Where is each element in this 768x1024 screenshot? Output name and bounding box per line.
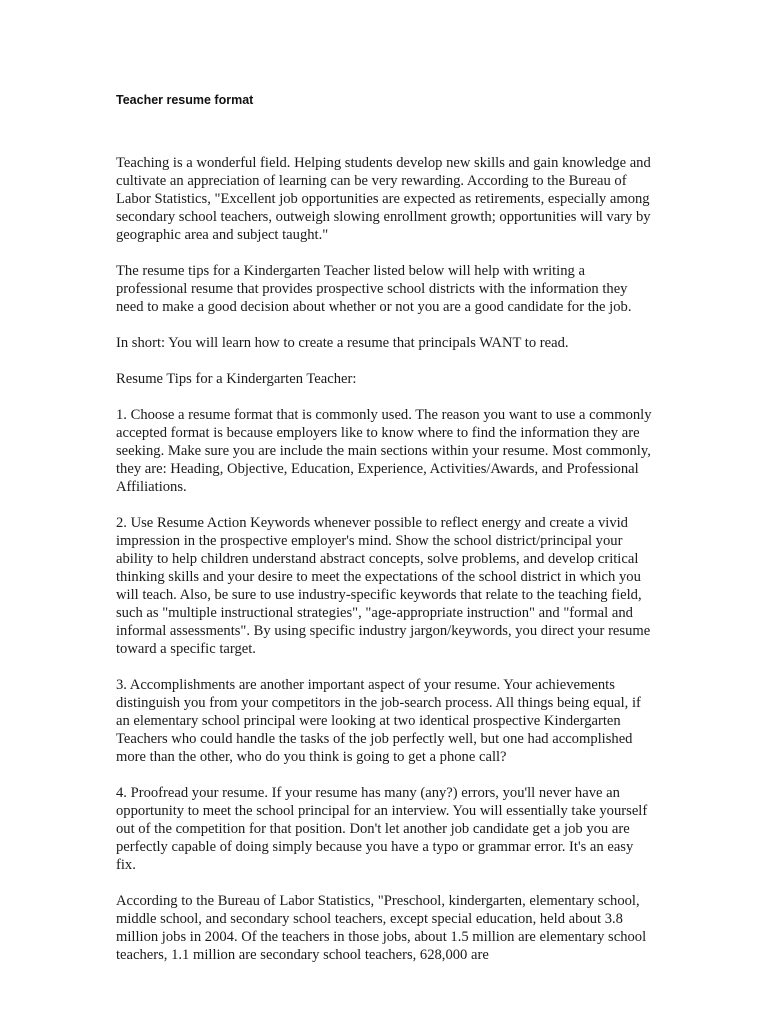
paragraph-tip-1: 1. Choose a resume format that is commonly used. The reason you want to use a commonly accepted format is because employers like to know where to find the information they are seeking. Make sure you are include the main sections within your resume. Most commonly, they are: Heading, Objective, Education, Experience, Activities/Awards, and Professional Affiliations. [116, 407, 652, 495]
document-body [116, 154, 656, 982]
paragraph-resume-tips-intro: The resume tips for a Kindergarten Teacher listed below will help with writing a professional resume that provides prospective school districts with the information they need to make a good decision about whether or not you are a good candidate for the job. [116, 263, 632, 315]
paragraph-in-short: In short: You will learn how to create a resume that principals WANT to read. [116, 335, 569, 351]
paragraph-tips-heading: Resume Tips for a Kindergarten Teacher: [116, 371, 357, 387]
paragraph-tip-3: 3. Accomplishments are another important aspect of your resume. Your achievements distinguish you from your competitors in the job-search process. All things being equal, if an elementary school principal were looking at two identical prospective Kindergarten Teachers who could handle the tasks of the job perfectly well, but one had accomplished more than the other, who do you think is going to get a phone call? [116, 677, 641, 765]
paragraph-tip-2: 2. Use Resume Action Keywords whenever possible to reflect energy and create a vivid impression in the prospective employer's mind. Show the school district/principal your ability to help children understand abstract concepts, solve problems, and develop critical thinking skills and your desire to meet the expectations of the school district in which you will teach. Also, be sure to use industry-specific keywords that relate to the teaching field, such as "multiple instructional strategies", "age-appropriate instruction" and "formal and informal assessments". By using specific industry jargon/keywords, you direct your resume toward a specific target. [116, 515, 651, 657]
paragraph-intro: Teaching is a wonderful field. Helping students develop new skills and gain knowledge and cultivate an appreciation of learning can be very rewarding. According to the Bureau of Labor Statistics, "Excellent job opportunities are expected as retirements, especially among secondary school teachers, outweigh slowing enrollment growth; opportunities will vary by geographic area and subject taught." [116, 155, 651, 243]
paragraph-bls-statistics: According to the Bureau of Labor Statistics, "Preschool, kindergarten, elementary school, middle school, and secondary school teachers, except special education, held about 3.8 million jobs in 2004. Of the teachers in those jobs, about 1.5 million are elementary school teachers, 1.1 million are secondary school teachers, 628,000 are [116, 893, 647, 963]
document-title: Teacher resume format [116, 93, 254, 107]
paragraph-tip-4: 4. Proofread your resume. If your resume has many (any?) errors, you'll never have an opportunity to meet the school principal for an interview. You will essentially take yourself out of the competition for that position. Don't let another job candidate get a job you are perfectly capable of doing simply because you have a typo or grammar error. It's an easy fix. [116, 785, 648, 873]
